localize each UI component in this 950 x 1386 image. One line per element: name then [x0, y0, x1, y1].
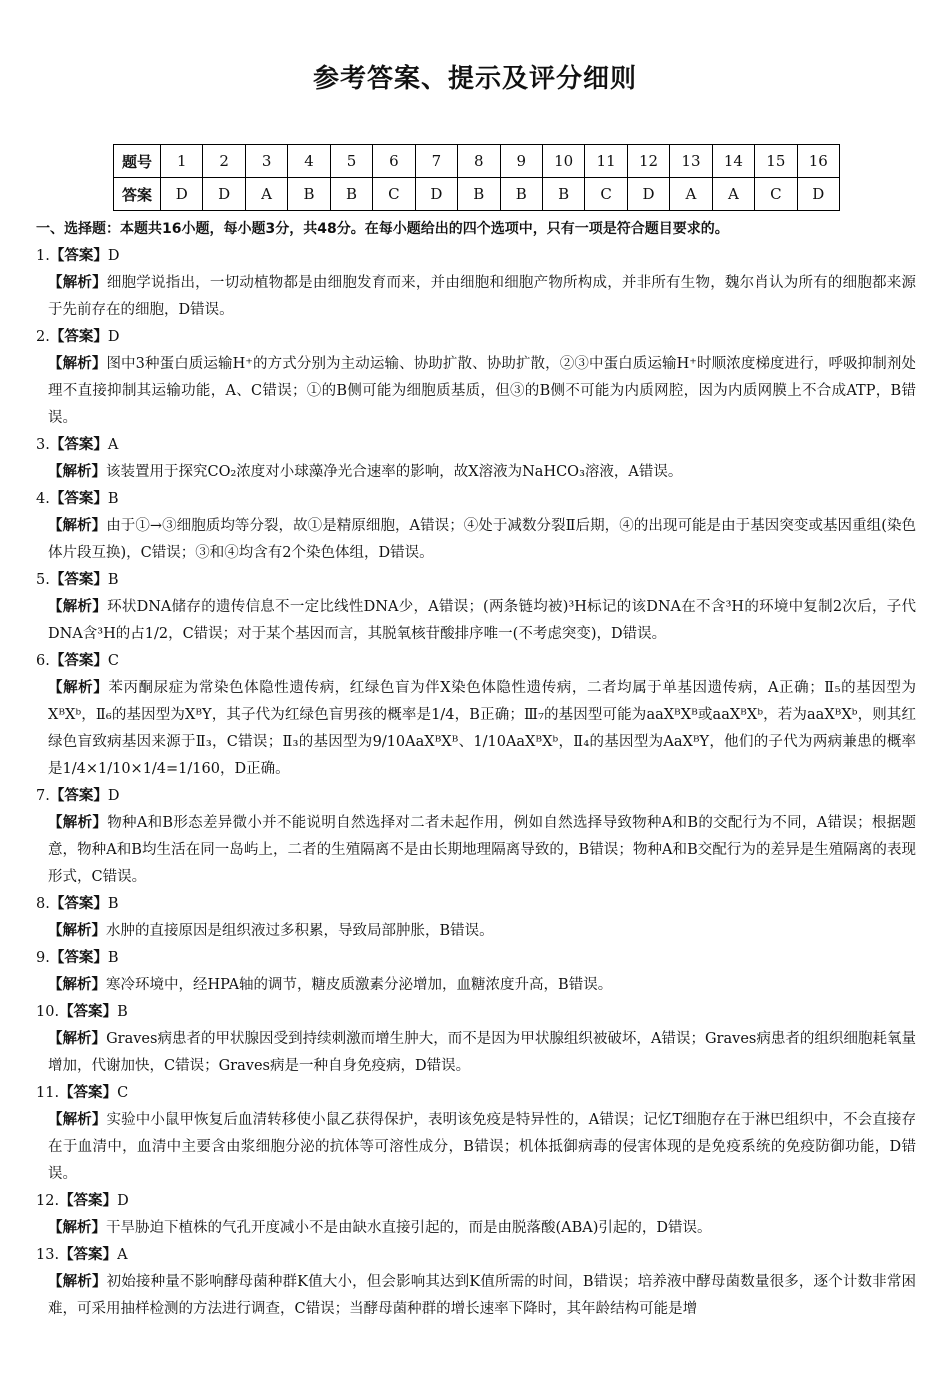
answer-tag: 【答案】	[49, 950, 108, 966]
question-explanation: Graves病患者的甲状腺因受到持续刺激而增生肿大，而不是因为甲状腺组织被破坏，A错误；Graves病患者的组织细胞耗氧量增加，代谢加快，C错误；Graves病是一种自身免疫病，D错误。	[48, 1031, 916, 1074]
question-answer-line	[36, 648, 916, 675]
question-item	[36, 999, 916, 1080]
question-number: 1.	[36, 248, 50, 264]
question-item	[36, 432, 916, 486]
question-explanation: 环状DNA储存的遗传信息不一定比线性DNA少，A错误；(两条链均被)³H标记的该DNA在不含³H的环境中复制2次后，子代DNA含³H的占1/2，C错误；对于某个基因而言，其脱氧核苷酸排序唯一(不考虑突变)，D错误。	[48, 599, 916, 642]
question-explanation-line	[48, 513, 916, 567]
question-item	[36, 648, 916, 783]
question-item	[36, 891, 916, 945]
number-cell: 4	[288, 145, 330, 178]
answer-cell: A	[670, 178, 712, 211]
answer-tag: 【答案】	[49, 248, 108, 264]
question-item	[36, 486, 916, 567]
question-answer: A	[117, 1247, 128, 1263]
question-number: 6.	[36, 653, 50, 669]
answer-tag: 【答案】	[59, 1004, 118, 1020]
number-cell: 15	[755, 145, 797, 178]
number-cell: 2	[203, 145, 245, 178]
explain-tag: 【解析】	[48, 1031, 107, 1047]
question-answer-line	[36, 1242, 916, 1269]
answer-tag: 【答案】	[49, 788, 108, 804]
question-number: 10.	[36, 1004, 60, 1020]
question-explanation-line	[48, 1215, 916, 1242]
number-cell: 11	[585, 145, 627, 178]
question-explanation: 细胞学说指出，一切动植物都是由细胞发育而来，并由细胞和细胞产物所构成，并非所有生物，魏尔肖认为所有的细胞都来源于先前存在的细胞，D错误。	[48, 275, 917, 318]
answer-cell: B	[458, 178, 500, 211]
answer-cell: A	[245, 178, 287, 211]
number-cell: 16	[797, 145, 839, 178]
question-explanation-line	[48, 1269, 916, 1323]
explain-tag: 【解析】	[48, 1220, 106, 1236]
answer-tag: 【答案】	[59, 1193, 118, 1209]
answer-cell: D	[415, 178, 457, 211]
question-explanation-line	[48, 918, 916, 945]
question-number: 2.	[36, 329, 50, 345]
question-answer-line	[36, 783, 916, 810]
question-answer-line	[36, 891, 916, 918]
explain-tag: 【解析】	[48, 1112, 107, 1128]
number-row	[114, 145, 840, 178]
number-cell: 5	[330, 145, 372, 178]
question-answer: C	[117, 1085, 129, 1101]
question-explanation: 由于①→③细胞质均等分裂，故①是精原细胞，A错误；④处于减数分裂Ⅱ后期，④的出现可能是由于基因突变或基因重组(染色体片段互换)，C错误；③和④均含有2个染色体组，D错误。	[48, 518, 916, 561]
question-answer-line	[36, 243, 916, 270]
answer-cell: C	[755, 178, 797, 211]
question-number: 11.	[36, 1085, 60, 1101]
question-explanation-line	[48, 459, 916, 486]
explain-tag: 【解析】	[48, 680, 109, 696]
question-answer: D	[107, 329, 120, 345]
question-explanation-line	[48, 351, 916, 432]
number-cell: 13	[670, 145, 712, 178]
question-number: 8.	[36, 896, 50, 912]
question-explanation: 干旱胁迫下植株的气孔开度减小不是由缺水直接引起的，而是由脱落酸(ABA)引起的，D错误。	[106, 1220, 712, 1236]
answer-row	[114, 178, 840, 211]
question-explanation-line	[48, 810, 916, 891]
question-number: 12.	[36, 1193, 60, 1209]
explain-tag: 【解析】	[48, 1274, 107, 1290]
answer-cell: D	[203, 178, 245, 211]
answer-cell: A	[712, 178, 754, 211]
answer-explanations	[36, 216, 916, 1323]
question-answer: B	[107, 572, 119, 588]
explain-tag: 【解析】	[48, 599, 108, 615]
answer-tag: 【答案】	[49, 572, 108, 588]
answer-row-label: 答案	[114, 178, 161, 211]
question-item	[36, 1080, 916, 1188]
question-answer: A	[107, 437, 119, 453]
number-cell: 8	[458, 145, 500, 178]
question-answer-line	[36, 486, 916, 513]
explain-tag: 【解析】	[48, 815, 108, 831]
question-number: 9.	[36, 950, 50, 966]
answer-tag: 【答案】	[59, 1085, 118, 1101]
question-answer: D	[117, 1193, 129, 1209]
number-cell: 3	[245, 145, 287, 178]
question-explanation-line	[48, 972, 916, 999]
question-explanation-line	[48, 675, 916, 783]
question-item	[36, 324, 916, 432]
question-explanation: 该装置用于探究CO₂浓度对小球藻净光合速率的影响，故X溶液为NaHCO₃溶液，A错误。	[106, 464, 683, 480]
question-explanation-line	[48, 270, 916, 324]
question-answer-line	[36, 324, 916, 351]
answer-tag: 【答案】	[49, 491, 108, 507]
explain-tag: 【解析】	[48, 923, 106, 939]
explain-tag: 【解析】	[48, 464, 106, 480]
number-cell: 9	[500, 145, 542, 178]
answer-tag: 【答案】	[49, 653, 108, 669]
explain-tag: 【解析】	[48, 356, 107, 372]
page-title: 参考答案、提示及评分细则	[312, 64, 637, 94]
answer-tag: 【答案】	[49, 437, 108, 453]
question-explanation: 物种A和B形态差异微小并不能说明自然选择对二者未起作用，例如自然选择导致物种A和B的交配行为不同，A错误；根据题意，物种A和B均生活在同一岛屿上，二者的生殖隔离不是由长期地理隔离导致的，B错误；物种A和B交配行为的差异是生殖隔离的表现形式，C错误。	[48, 815, 917, 885]
question-answer-line	[36, 567, 916, 594]
answer-table	[113, 144, 840, 211]
answer-cell: D	[797, 178, 839, 211]
question-answer: B	[107, 896, 119, 912]
question-answer-line	[36, 1080, 916, 1107]
explain-tag: 【解析】	[48, 518, 107, 534]
question-answer: B	[107, 491, 119, 507]
question-number: 4.	[36, 491, 50, 507]
question-explanation-line	[48, 1107, 916, 1188]
question-item	[36, 783, 916, 891]
question-item	[36, 243, 916, 324]
question-explanation: 苯丙酮尿症为常染色体隐性遗传病，红绿色盲为伴X染色体隐性遗传病，二者均属于单基因遗传病，A正确；Ⅱ₅的基因型为XᴮXᵇ，Ⅱ₆的基因型为XᴮY，其子代为红绿色盲男孩的概率是1/4，B正确；Ⅲ₇的基因型可能为aaXᴮXᴮ或aaXᴮXᵇ，若为aaXᴮXᵇ，则其红绿色盲致病基因来源于Ⅱ₃，C错误；Ⅱ₃的基因型为9/10AaXᴮXᴮ、1/10AaXᴮXᵇ，Ⅱ₄的基因型为AaXᴮY，他们的子代为两病兼患的概率是1/4×1/10×1/4=1/160，D正确。	[48, 680, 917, 777]
question-explanation: 水肿的直接原因是组织液过多积累，导致局部肿胀，B错误。	[106, 923, 494, 939]
number-cell: 6	[373, 145, 415, 178]
question-answer-line	[36, 945, 916, 972]
question-answer: D	[107, 788, 120, 804]
number-row-label: 题号	[114, 145, 161, 178]
answer-cell: C	[373, 178, 415, 211]
answer-cell: B	[500, 178, 542, 211]
answer-cell: D	[161, 178, 203, 211]
answer-tag: 【答案】	[49, 896, 108, 912]
answer-tag: 【答案】	[49, 329, 108, 345]
number-cell: 10	[542, 145, 584, 178]
question-answer: B	[117, 1004, 128, 1020]
question-answer-line	[36, 1188, 916, 1215]
question-item	[36, 945, 916, 999]
number-cell: 12	[627, 145, 669, 178]
question-answer: D	[107, 248, 120, 264]
question-explanation-line	[48, 1026, 916, 1080]
question-explanation: 图中3种蛋白质运输H⁺的方式分别为主动运输、协助扩散、协助扩散，②③中蛋白质运输H⁺时顺浓度梯度进行，呼吸抑制剂处理不直接抑制其运输功能，A、C错误；①的B侧可能为细胞质基质，但③的B侧不可能为内质网腔，因为内质网膜上不合成ATP，B错误。	[48, 356, 917, 426]
question-explanation-line	[48, 594, 916, 648]
number-cell: 14	[712, 145, 754, 178]
question-explanation: 寒冷环境中，经HPA轴的调节，糖皮质激素分泌增加，血糖浓度升高，B错误。	[106, 977, 613, 993]
question-explanation: 实验中小鼠甲恢复后血清转移使小鼠乙获得保护，表明该免疫是特异性的，A错误；记忆T细胞存在于淋巴组织中，不会直接存在于血清中，血清中主要含由浆细胞分泌的抗体等可溶性成分，B错误；机体抵御病毒的侵害体现的是免疫系统的免疫防御功能，D错误。	[48, 1112, 917, 1182]
explain-tag: 【解析】	[48, 275, 107, 291]
answer-cell: B	[288, 178, 330, 211]
question-item	[36, 1242, 916, 1323]
answer-cell: B	[330, 178, 372, 211]
question-item	[36, 567, 916, 648]
question-answer-line	[36, 432, 916, 459]
question-answer: C	[107, 653, 119, 669]
question-number: 5.	[36, 572, 50, 588]
question-number: 13.	[36, 1247, 60, 1263]
question-answer-line	[36, 999, 916, 1026]
number-cell: 7	[415, 145, 457, 178]
section-title: 一、选择题：本题共16小题，每小题3分，共48分。在每小题给出的四个选项中，只有一项是符合题目要求的。	[36, 221, 729, 237]
answer-cell: D	[627, 178, 669, 211]
number-cell: 1	[161, 145, 203, 178]
question-explanation: 初始接种量不影响酵母菌种群K值大小，但会影响其达到K值所需的时间，B错误；培养液中酵母菌数量很多，逐个计数非常困难，可采用抽样检测的方法进行调查，C错误；当酵母菌种群的增长速率下降时，其年龄结构可能是增	[48, 1274, 916, 1317]
question-number: 7.	[36, 788, 50, 804]
answer-tag: 【答案】	[59, 1247, 118, 1263]
answer-cell: B	[542, 178, 584, 211]
question-number: 3.	[36, 437, 50, 453]
explain-tag: 【解析】	[48, 977, 106, 993]
question-answer: B	[107, 950, 119, 966]
question-item	[36, 1188, 916, 1242]
answer-cell: C	[585, 178, 627, 211]
